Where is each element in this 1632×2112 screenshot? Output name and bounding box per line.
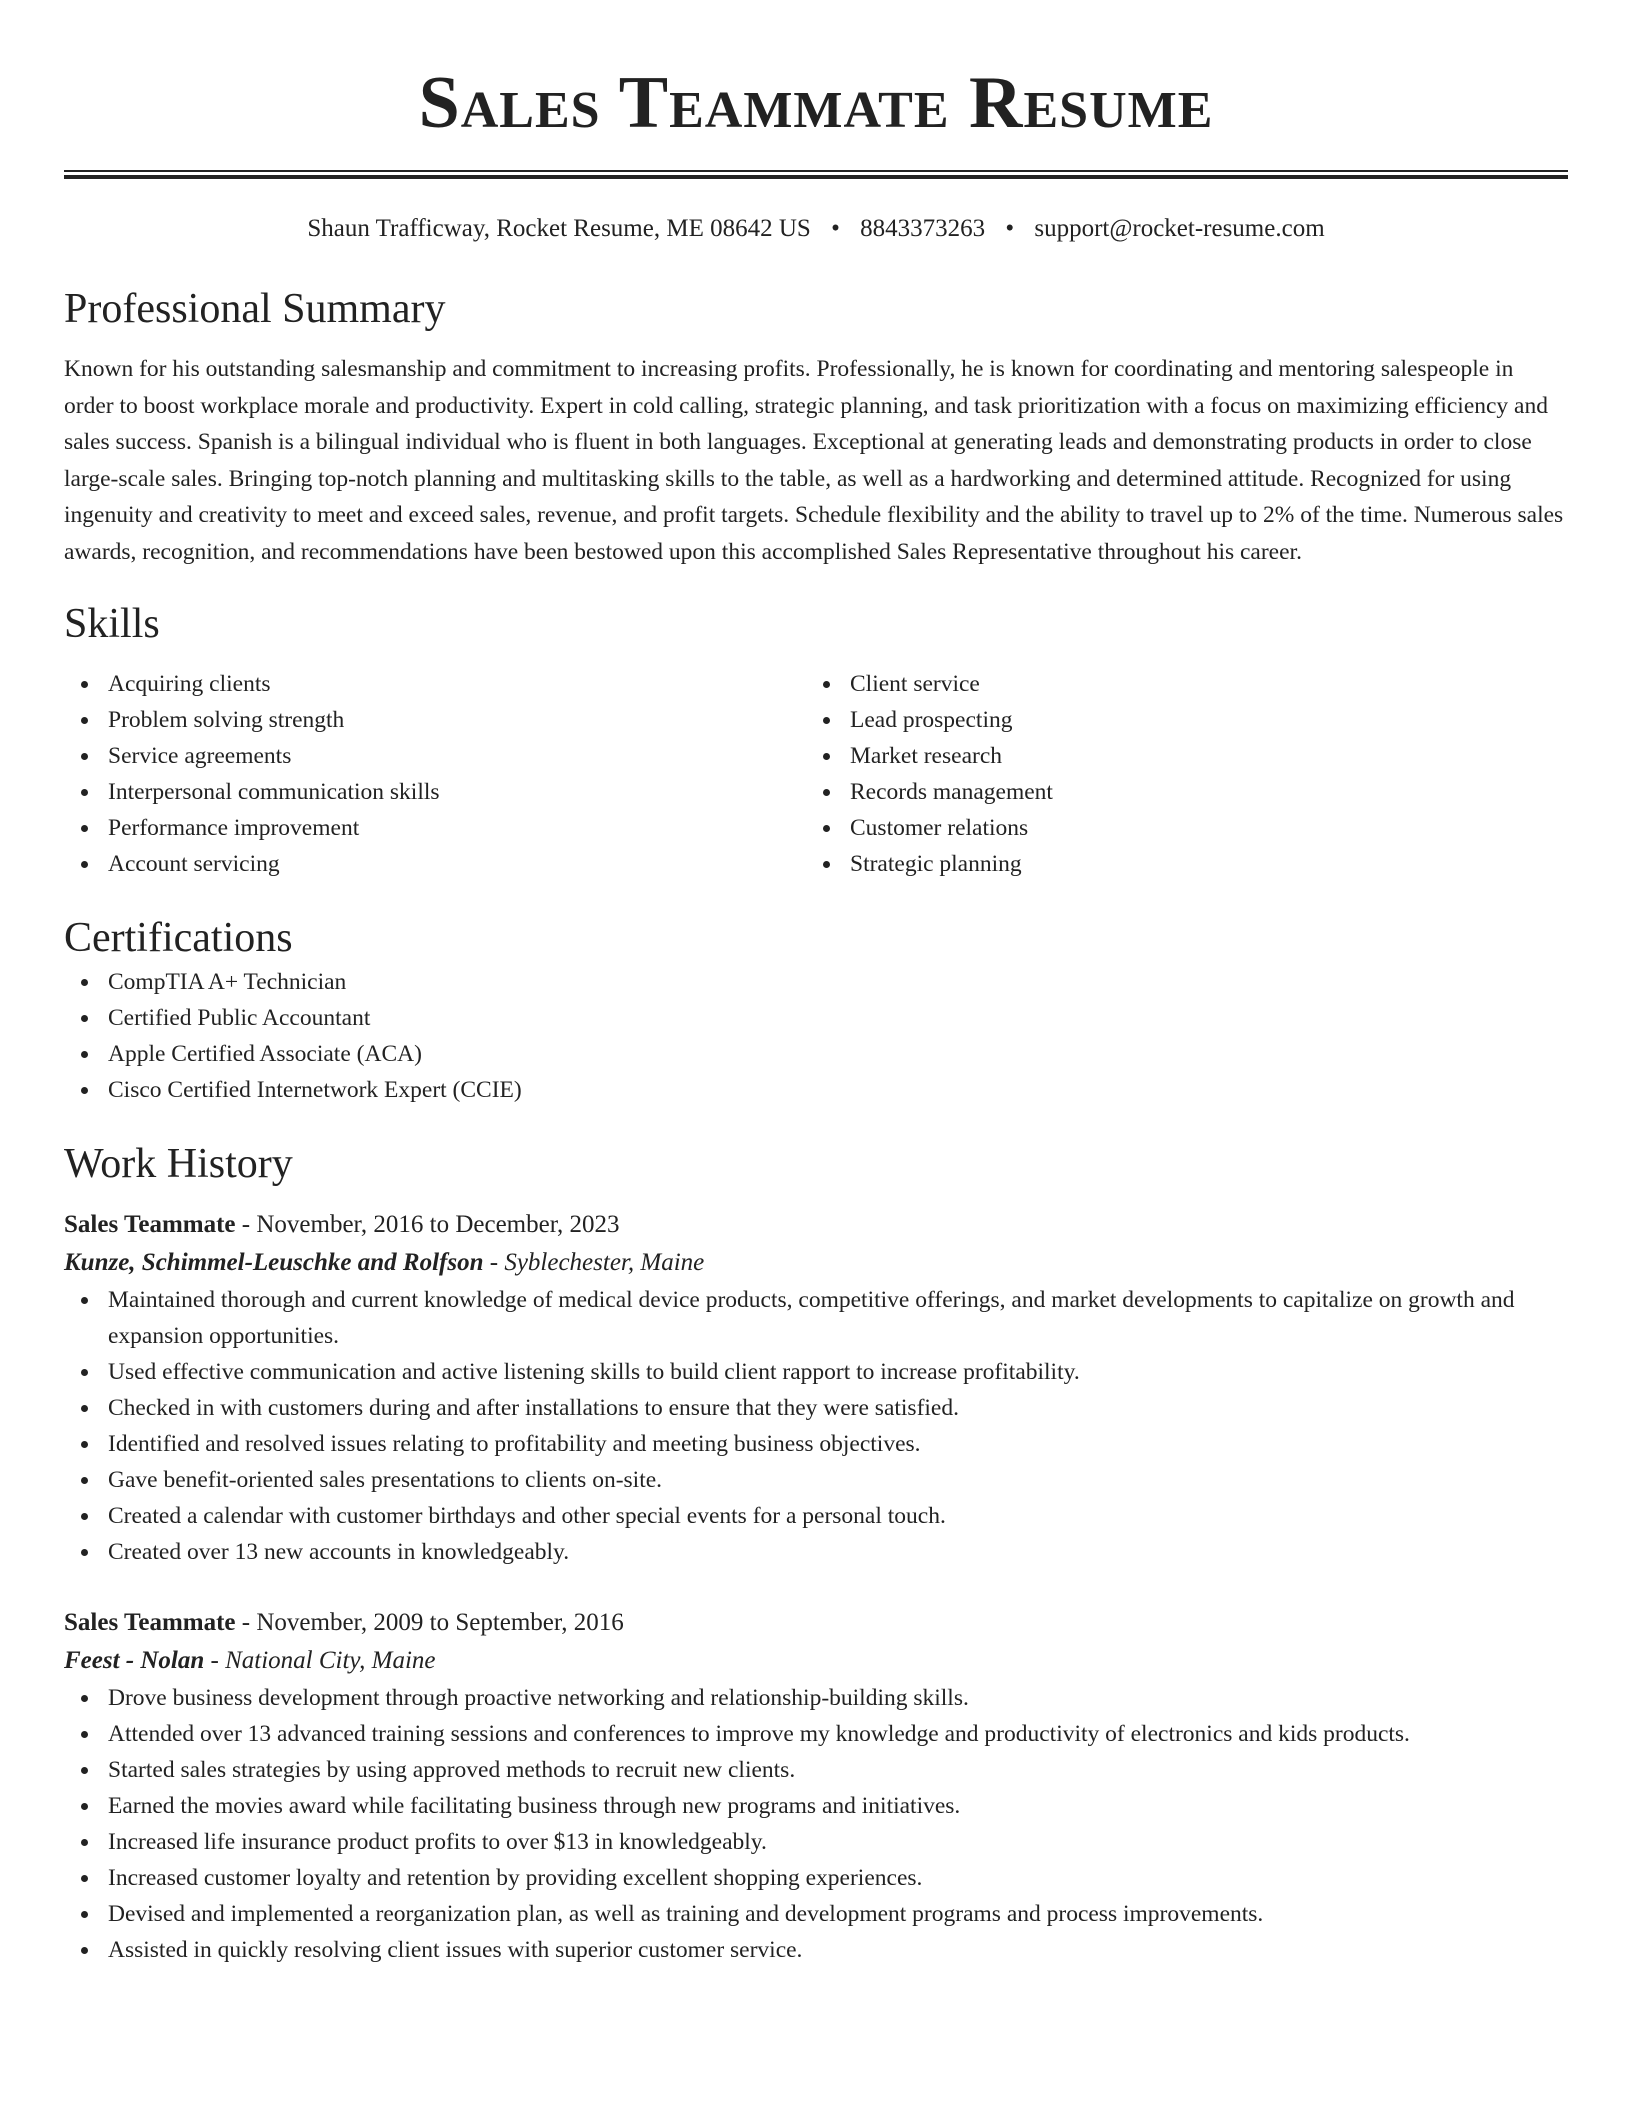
job-company: Feest - Nolan bbox=[64, 1647, 205, 1674]
job-title-line bbox=[64, 1604, 1568, 1642]
job-title-line bbox=[64, 1206, 1568, 1244]
skills-column-left bbox=[64, 666, 806, 882]
work-history-section bbox=[64, 1138, 1568, 1968]
skill-item: Interpersonal communication skills bbox=[64, 774, 806, 810]
contact-address: Shaun Trafficway, Rocket Resume, ME 08642 US bbox=[307, 215, 811, 242]
certifications-list bbox=[64, 964, 1568, 1108]
skill-item: Client service bbox=[806, 666, 1548, 702]
job-duty-item: Created a calendar with customer birthdays and other special events for a personal touch. bbox=[64, 1498, 1568, 1534]
job-duty-item: Attended over 13 advanced training sessions and conferences to improve my knowledge and productivity of electronics and kids products. bbox=[64, 1716, 1568, 1752]
skill-item: Strategic planning bbox=[806, 846, 1548, 882]
skills-section bbox=[64, 598, 1568, 882]
skill-item: Customer relations bbox=[806, 810, 1548, 846]
job-entry bbox=[64, 1206, 1568, 1570]
job-location: - National City, Maine bbox=[204, 1647, 436, 1674]
summary-section bbox=[64, 283, 1568, 570]
contact-phone: 8843373263 bbox=[860, 215, 986, 242]
skill-item: Records management bbox=[806, 774, 1548, 810]
job-duty-item: Assisted in quickly resolving client issues with superior customer service. bbox=[64, 1932, 1568, 1968]
section-heading-summary: Professional Summary bbox=[64, 286, 446, 332]
job-duty-item: Checked in with customers during and after installations to ensure that they were satisfied. bbox=[64, 1390, 1568, 1426]
contact-separator: • bbox=[1005, 215, 1015, 242]
job-location: - Syblechester, Maine bbox=[483, 1249, 705, 1276]
skills-list-right bbox=[806, 666, 1548, 882]
job-duty-item: Earned the movies award while facilitating business through new programs and initiatives. bbox=[64, 1788, 1568, 1824]
certification-item: Apple Certified Associate (ACA) bbox=[64, 1036, 1568, 1072]
job-duty-item: Identified and resolved issues relating to profitability and meeting business objectives. bbox=[64, 1426, 1568, 1462]
skills-column-right bbox=[806, 666, 1548, 882]
certification-item: Certified Public Accountant bbox=[64, 1000, 1568, 1036]
certifications-section bbox=[64, 912, 1568, 1108]
job-company: Kunze, Schimmel-Leuschke and Rolfson bbox=[64, 1249, 484, 1276]
skill-item: Account servicing bbox=[64, 846, 806, 882]
contact-line bbox=[64, 213, 1568, 245]
job-dates: - November, 2009 to September, 2016 bbox=[235, 1609, 624, 1636]
skill-item: Market research bbox=[806, 738, 1548, 774]
title-divider bbox=[64, 170, 1568, 179]
skill-item: Lead prospecting bbox=[806, 702, 1548, 738]
skill-item: Problem solving strength bbox=[64, 702, 806, 738]
skill-item: Performance improvement bbox=[64, 810, 806, 846]
skill-item: Acquiring clients bbox=[64, 666, 806, 702]
skill-item: Service agreements bbox=[64, 738, 806, 774]
contact-email: support@rocket-resume.com bbox=[1034, 215, 1325, 242]
skills-grid bbox=[64, 666, 1568, 882]
job-duties-list bbox=[64, 1680, 1568, 1968]
job-duty-item: Used effective communication and active listening skills to build client rapport to increase profitability. bbox=[64, 1354, 1568, 1390]
job-company-line bbox=[64, 1244, 1568, 1282]
job-duty-item: Devised and implemented a reorganization plan, as well as training and development programs and process improvements. bbox=[64, 1896, 1568, 1932]
summary-text: Known for his outstanding salesmanship and commitment to increasing profits. Professionally, he is known for coordinating and mentoring salespeople in order to boost workplace morale and productivity. Expert in cold calling, strategic planning, and task prioritization with a focus on maximizing efficiency and sales success. Spanish is a bilingual individual who is fluent in both languages. Exceptional at generating leads and demonstrating products in order to close large-scale sales. Bringing top-notch planning and multitasking skills to the table, as well as a hardworking and determined attitude. Recognized for using ingenuity and creativity to meet and exceed sales, revenue, and profit targets. Schedule flexibility and the ability to travel up to 2% of the time. Numerous sales awards, recognition, and recommendations have been bestowed upon this accomplished Sales Representative throughout his career. bbox=[64, 356, 1564, 565]
job-duty-item: Increased life insurance product profits to over $13 in knowledgeably. bbox=[64, 1824, 1568, 1860]
skills-list-left bbox=[64, 666, 806, 882]
certification-item: CompTIA A+ Technician bbox=[64, 964, 1568, 1000]
section-heading-certifications: Certifications bbox=[64, 915, 293, 961]
job-duties-list bbox=[64, 1282, 1568, 1570]
job-duty-item: Increased customer loyalty and retention by providing excellent shopping experiences. bbox=[64, 1860, 1568, 1896]
resume-title: Sales Teammate Resume bbox=[418, 62, 1214, 144]
certification-item: Cisco Certified Internetwork Expert (CCIE) bbox=[64, 1072, 1568, 1108]
job-title: Sales Teammate bbox=[64, 1211, 236, 1238]
job-dates: - November, 2016 to December, 2023 bbox=[235, 1211, 620, 1238]
job-duty-item: Drove business development through proactive networking and relationship-building skills. bbox=[64, 1680, 1568, 1716]
job-company-line bbox=[64, 1642, 1568, 1680]
job-duty-item: Started sales strategies by using approved methods to recruit new clients. bbox=[64, 1752, 1568, 1788]
job-duty-item: Gave benefit-oriented sales presentations to clients on-site. bbox=[64, 1462, 1568, 1498]
job-duty-item: Maintained thorough and current knowledge of medical device products, competitive offerings, and market developments to capitalize on growth and expansion opportunities. bbox=[64, 1282, 1568, 1354]
contact-separator: • bbox=[831, 215, 840, 242]
job-duty-item: Created over 13 new accounts in knowledgeably. bbox=[64, 1534, 1568, 1570]
job-entry bbox=[64, 1604, 1568, 1968]
job-title: Sales Teammate bbox=[64, 1609, 236, 1636]
section-heading-skills: Skills bbox=[64, 601, 160, 647]
section-heading-work-history: Work History bbox=[64, 1141, 293, 1187]
